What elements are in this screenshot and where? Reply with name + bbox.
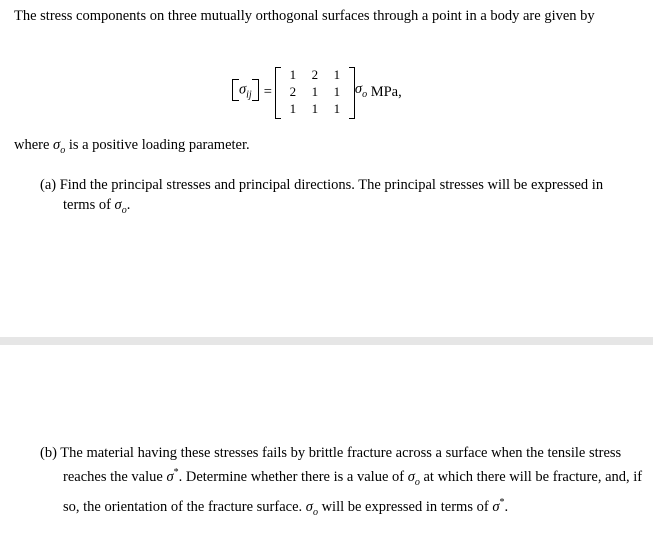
- matrix-right-bracket: [349, 67, 355, 119]
- where-line: [14, 135, 250, 161]
- equals-sign: =: [263, 84, 272, 100]
- o-subscript: o: [60, 145, 66, 156]
- part-b-question: [40, 443, 648, 523]
- part-b-text-4: will be expressed in terms of: [321, 499, 489, 515]
- o-subscript: o: [414, 477, 420, 488]
- star-superscript: *: [173, 467, 179, 478]
- part-b-label: (b): [40, 445, 57, 461]
- stress-tensor-symbol: [232, 79, 259, 105]
- where-text: where: [14, 137, 50, 153]
- matrix-cell: 1: [333, 101, 341, 116]
- part-b-text-3: at which there will be fracture, and, if so, the orientation of the fracture surface.: [63, 469, 643, 515]
- sigma-symbol: σ: [354, 81, 363, 97]
- unit-label: MPa,: [370, 84, 402, 100]
- matrix-cell: 1: [311, 101, 319, 116]
- period: .: [126, 197, 131, 213]
- ij-subscript: ij: [246, 89, 252, 101]
- matrix-row: [282, 83, 348, 100]
- matrix-cell: 2: [311, 67, 319, 82]
- star-superscript: *: [499, 497, 505, 508]
- right-bracket: [252, 79, 259, 101]
- matrix-cell: 1: [311, 84, 319, 99]
- part-b-text-2: . Determine whether there is a value of: [178, 469, 405, 485]
- sigma-symbol: σ: [305, 499, 313, 515]
- matrix-cell: 1: [289, 67, 297, 82]
- sigma-symbol: σ: [114, 197, 122, 213]
- o-subscript: o: [312, 507, 318, 518]
- matrix-left-bracket: [275, 67, 281, 119]
- section-divider: [0, 337, 653, 345]
- sigma-symbol: σ: [492, 499, 500, 515]
- intro-text: The stress components on three mutually orthogonal surfaces through a point in a body are given by: [14, 8, 595, 24]
- part-a-label: (a): [40, 177, 57, 193]
- part-b-text-1: The material having these stresses fails by brittle fracture across a surface when the tensile stress reaches the value: [60, 445, 622, 485]
- sigma-symbol: σ: [407, 469, 415, 485]
- matrix-table: [282, 66, 348, 117]
- part-a-question: [40, 175, 623, 221]
- part-a-text: Find the principal stresses and principal directions. The principal stresses will be expressed in terms of: [59, 177, 604, 213]
- matrix-row: [282, 66, 348, 83]
- sigma-symbol: σ: [166, 469, 174, 485]
- loading-parameter-symbol: [355, 79, 367, 105]
- sigma-symbol: σ: [53, 137, 61, 153]
- left-bracket: [232, 79, 239, 101]
- o-subscript: o: [362, 89, 368, 100]
- matrix-cell: 1: [333, 67, 341, 82]
- stress-matrix: [275, 66, 355, 118]
- o-subscript: o: [121, 205, 127, 216]
- stress-matrix-equation: [232, 66, 402, 118]
- matrix-cell: 1: [289, 101, 297, 116]
- matrix-cell: 2: [289, 84, 297, 99]
- matrix-cell: 1: [333, 84, 341, 99]
- period: .: [504, 499, 509, 515]
- matrix-row: [282, 100, 348, 117]
- sigma-symbol: σ: [239, 81, 247, 98]
- where-description: is a positive loading parameter.: [68, 137, 250, 153]
- problem-intro: [14, 6, 644, 26]
